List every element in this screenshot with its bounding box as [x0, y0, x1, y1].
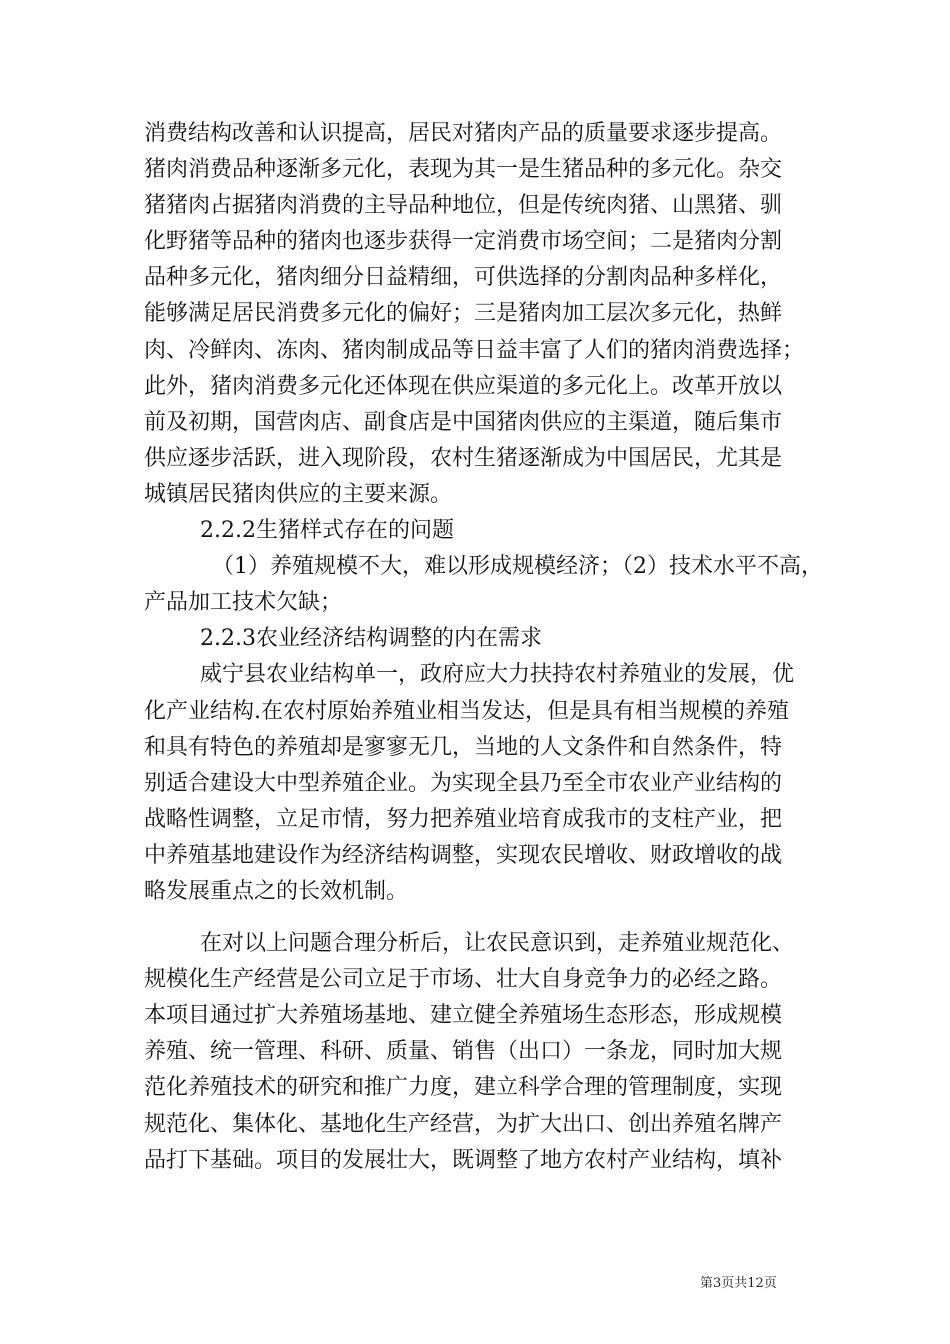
text-line: 前及初期，国营肉店、副食店是中国猪肉供应的主渠道，随后集市 — [144, 409, 783, 435]
text-line: 品种多元化，猪肉细分日益精细，可供选择的分割肉品种多样化， — [144, 265, 783, 291]
page-number: 第3页共12页 — [700, 1276, 777, 1291]
text-line: 本项目通过扩大养殖场基地、建立健全养殖场生态形态，形成规模 — [144, 1003, 783, 1029]
text-line: 范化养殖技术的研究和推广力度，建立科学合理的管理制度，实现 — [144, 1075, 783, 1101]
text-line: 中养殖基地建设作为经济结构调整，实现农民增收、财政增收的战 — [144, 842, 783, 868]
text-line: 规模化生产经营是公司立足于市场、壮大自身竞争力的必经之路。 — [144, 967, 783, 993]
text-line: （1）养殖规模不大，难以形成规模经济；（2）技术水平不高， — [212, 554, 823, 580]
section-heading-2-2-3: 2.2.3农业经济结构调整的内在需求 — [200, 626, 542, 652]
text-line: 养殖、统一管理、科研、质量、销售（出口）一条龙，同时加大规 — [144, 1039, 783, 1065]
paragraph-gap — [144, 910, 814, 926]
text-line: 消费结构改善和认识提高，居民对猪肉产品的质量要求逐步提高。 — [144, 121, 783, 146]
text-line: 和具有特色的养殖却是寥寥无几，当地的人文条件和自然条件，特 — [144, 734, 783, 760]
text-line: 战略性调整，立足市情，努力把养殖业培育成我市的支柱产业，把 — [144, 806, 783, 832]
text-line: 化产业结构.在农村原始养殖业相当发达，但是具有相当规模的养殖 — [144, 698, 789, 724]
section-heading-2-2-2: 2.2.2生猪样式存在的问题 — [200, 518, 454, 544]
text-line: 威宁县农业结构单一，政府应大力扶持农村养殖业的发展，优 — [200, 662, 795, 688]
text-line: 在对以上问题合理分析后，让农民意识到，走养殖业规范化、 — [200, 931, 795, 957]
text-line: 此外，猪肉消费多元化还体现在供应渠道的多元化上。改革开放以 — [144, 373, 783, 399]
text-line: 城镇居民猪肉供应的主要来源。 — [144, 481, 453, 507]
text-line: 能够满足居民消费多元化的偏好；三是猪肉加工层次多元化，热鲜 — [144, 301, 783, 327]
text-line: 猪肉消费品种逐渐多元化，表现为其一是生猪品种的多元化。杂交 — [144, 157, 783, 183]
text-line: 供应逐步活跃，进入现阶段，农村生猪逐渐成为中国居民，尤其是 — [144, 445, 783, 471]
text-line: 别适合建设大中型养殖企业。为实现全县乃至全市农业产业结构的 — [144, 770, 783, 796]
text-line: 规范化、集体化、基地化生产经营，为扩大出口、创出养殖名牌产 — [144, 1111, 783, 1137]
text-line: 产品加工技术欠缺； — [144, 590, 343, 616]
text-line: 化野猪等品种的猪肉也逐步获得一定消费市场空间；二是猪肉分割 — [144, 229, 783, 255]
body-text — [144, 116, 823, 1179]
text-line: 猪猪肉占据猪肉消费的主导品种地位，但是传统肉猪、山黑猪、驯 — [144, 193, 783, 219]
text-line: 略发展重点之的长效机制。 — [144, 878, 409, 904]
text-line: 肉、冷鲜肉、冻肉、猪肉制成品等日益丰富了人们的猪肉消费选择； — [144, 337, 805, 363]
text-line: 品打下基础。项目的发展壮大，既调整了地方农村产业结构，填补 — [144, 1147, 783, 1173]
